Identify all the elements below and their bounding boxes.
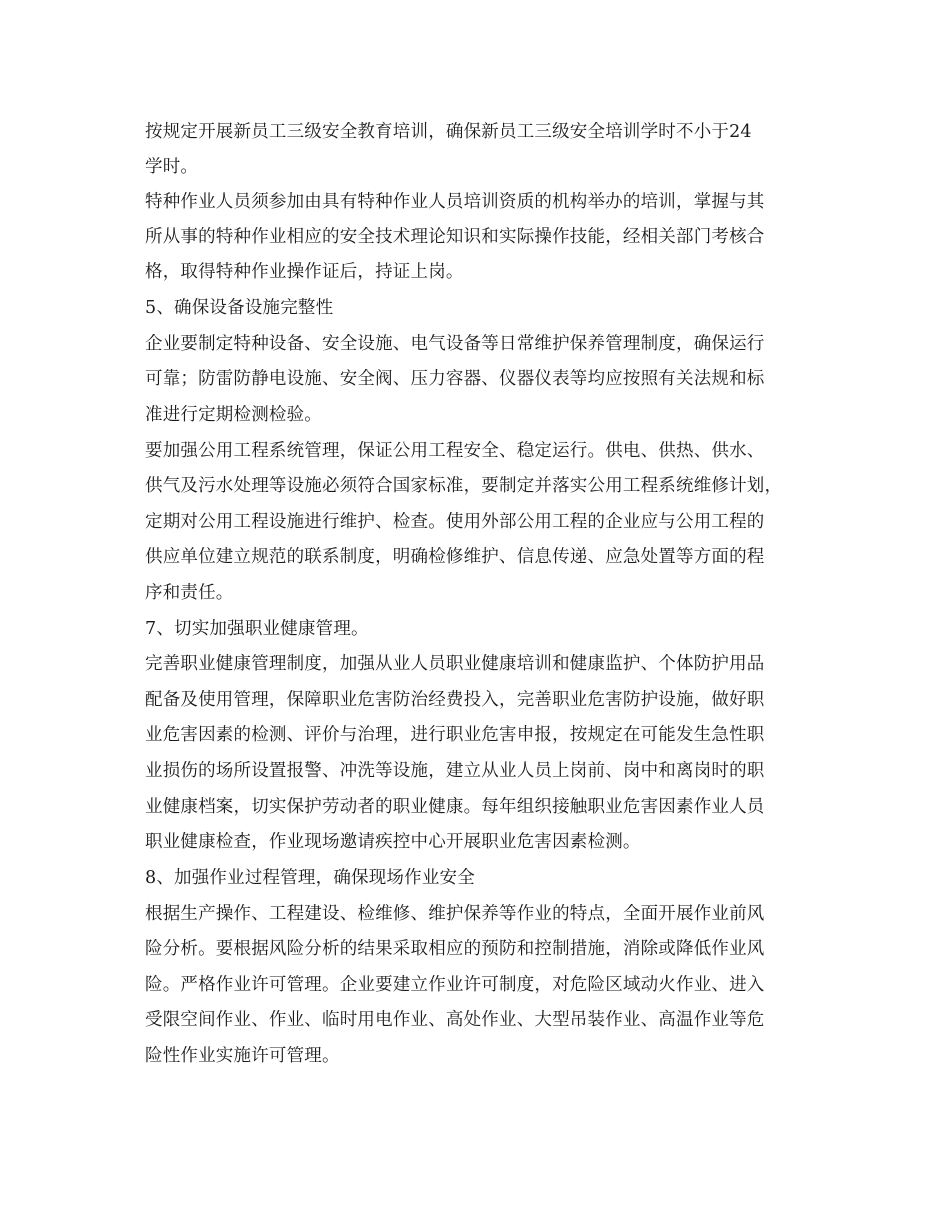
text-line: 定期对公用工程设施进行维护、检查。使用外部公用工程的企业应与公用工程的 bbox=[145, 512, 765, 532]
text-line: 业损伤的场所设置报警、冲洗等设施，建立从业人员上岗前、岗中和离岗时的职 bbox=[145, 761, 765, 781]
text-line: 所从事的特种作业相应的安全技术理论知识和实际操作技能，经相关部门考核合 bbox=[145, 227, 765, 247]
text-line: 学时。 bbox=[145, 157, 199, 177]
section-heading: 7、切实加强职业健康管理。 bbox=[145, 619, 369, 639]
text-line: 根据生产操作、工程建设、检维修、维护保养等作业的特点，全面开展作业前风 bbox=[145, 904, 765, 924]
text-line: 受限空间作业、作业、临时用电作业、高处作业、大型吊装作业、高温作业等危 bbox=[145, 1010, 765, 1030]
text-line: 供应单位建立规范的联系制度，明确检修维护、信息传递、应急处置等方面的程 bbox=[145, 547, 765, 567]
text-line: 险。严格作业许可管理。企业要建立作业许可制度，对危险区域动火作业、进入 bbox=[145, 975, 765, 995]
section-heading: 8、加强作业过程管理，确保现场作业安全 bbox=[145, 868, 475, 888]
text-line: 险分析。要根据风险分析的结果采取相应的预防和控制措施，消除或降低作业风 bbox=[145, 939, 765, 959]
text-line: 序和责任。 bbox=[145, 583, 234, 603]
text-line: 职业健康检查，作业现场邀请疾控中心开展职业危害因素检测。 bbox=[145, 832, 641, 852]
text-line: 准进行定期检测检验。 bbox=[145, 405, 322, 425]
text-line: 按规定开展新员工三级安全教育培训，确保新员工三级安全培训学时不小于24 bbox=[145, 122, 752, 142]
section-heading: 5、确保设备设施完整性 bbox=[145, 298, 334, 318]
text-line: 特种作业人员须参加由具有特种作业人员培训资质的机构举办的培训，掌握与其 bbox=[145, 192, 765, 212]
text-line: 业健康档案，切实保护劳动者的职业健康。每年组织接触职业危害因素作业人员 bbox=[145, 797, 765, 817]
text-line: 格，取得特种作业操作证后，持证上岗。 bbox=[145, 262, 464, 282]
text-line: 完善职业健康管理制度，加强从业人员职业健康培训和健康监护、个体防护用品 bbox=[145, 654, 765, 674]
text-line: 业危害因素的检测、评价与治理，进行职业危害申报，按规定在可能发生急性职 bbox=[145, 725, 765, 745]
text-line: 供气及污水处理等设施必须符合国家标准，要制定并落实公用工程系统维修计划， bbox=[145, 476, 783, 496]
text-line: 配备及使用管理，保障职业危害防治经费投入，完善职业危害防护设施，做好职 bbox=[145, 690, 765, 710]
text-line: 企业要制定特种设备、安全设施、电气设备等日常维护保养管理制度，确保运行 bbox=[145, 334, 765, 354]
text-line: 险性作业实施许可管理。 bbox=[145, 1046, 340, 1066]
text-line: 可靠；防雷防静电设施、安全阀、压力容器、仪器仪表等均应按照有关法规和标 bbox=[145, 369, 765, 389]
text-line: 要加强公用工程系统管理，保证公用工程安全、稳定运行。供电、供热、供水、 bbox=[145, 441, 765, 461]
